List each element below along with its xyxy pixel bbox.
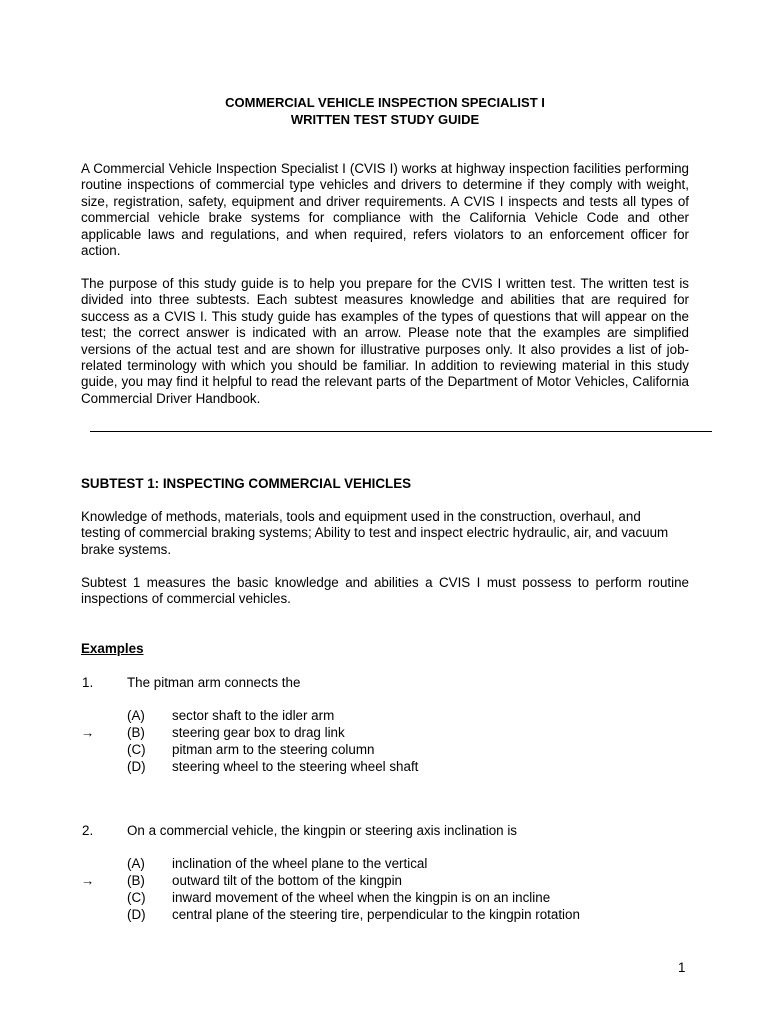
question-text: The pitman arm connects the: [127, 675, 301, 690]
examples-heading: Examples: [81, 641, 144, 656]
answer-option: [0, 906, 770, 923]
page-number: 1: [678, 960, 686, 975]
section-divider: [90, 431, 712, 432]
option-text: sector shaft to the idler arm: [172, 708, 335, 723]
option-letter: (B): [127, 725, 145, 740]
subtest1-description: Subtest 1 measures the basic knowledge and abilities a CVIS I must possess to perform routine inspections of commercial vehicles.: [81, 575, 689, 607]
answer-option: [0, 889, 770, 906]
purpose-paragraph: The purpose of this study guide is to help you prepare for the CVIS I written test. The written test is divided into three subtests. Each subtest measures knowledge and abilities that are required for success as a CVIS I. This study guide has examples of the types of questions that will appear on the test; the correct answer is indicated with an arrow. Please note that the examples are simplified versions of the actual test and are shown for illustrative purposes only. It also provides a list of job-related terminology with which you should be familiar. In addition to reviewing material in this study guide, you may find it helpful to read the relevant parts of the Department of Motor Vehicles, California Commercial Driver Handbook.: [81, 276, 689, 406]
question-text: On a commercial vehicle, the kingpin or steering axis inclination is: [127, 823, 517, 838]
option-letter: (C): [127, 742, 146, 757]
option-letter: (C): [127, 890, 146, 905]
answer-option: [0, 724, 770, 741]
intro-paragraph: A Commercial Vehicle Inspection Specialist I (CVIS I) works at highway inspection facilities performing routine inspections of commercial type vehicles and drivers to determine if they comply with weight, size, registration, safety, equipment and driver requirements. A CVIS I inspects and tests all types of commercial vehicle brake systems for compliance with the California Vehicle Code and other applicable laws and regulations, and when required, refers violators to an enforcement officer for action.: [81, 161, 689, 259]
document-title-line2: WRITTEN TEST STUDY GUIDE: [290, 112, 480, 127]
option-text: inward movement of the wheel when the kingpin is on an incline: [172, 890, 551, 905]
answer-option: [0, 872, 770, 889]
correct-answer-arrow-icon: →: [81, 873, 95, 888]
question-number: 1.: [82, 675, 94, 690]
document-title-line1: COMMERCIAL VEHICLE INSPECTION SPECIALIST I: [225, 95, 545, 110]
option-text: outward tilt of the bottom of the kingpin: [172, 873, 403, 888]
answer-option: [0, 741, 770, 758]
option-letter: (D): [127, 759, 146, 774]
answer-option: [0, 758, 770, 775]
option-text: inclination of the wheel plane to the vertical: [172, 856, 428, 871]
correct-answer-arrow-icon: →: [81, 725, 95, 740]
answer-option: [0, 707, 770, 724]
option-text: steering gear box to drag link: [172, 725, 345, 740]
option-letter: (A): [127, 856, 145, 871]
option-letter: (A): [127, 708, 145, 723]
subtest1-knowledge: Knowledge of methods, materials, tools and equipment used in the construction, overhaul, and testing of commercial braking systems; Ability to test and inspect electric hydraulic, air, and vacuum brake systems.: [81, 509, 669, 557]
option-text: steering wheel to the steering wheel shaft: [172, 759, 419, 774]
subtest1-heading: SUBTEST 1: INSPECTING COMMERCIAL VEHICLES: [81, 476, 412, 491]
option-text: pitman arm to the steering column: [172, 742, 375, 757]
question-number: 2.: [82, 823, 94, 838]
option-letter: (D): [127, 907, 146, 922]
answer-option: [0, 855, 770, 872]
option-letter: (B): [127, 873, 145, 888]
option-text: central plane of the steering tire, perpendicular to the kingpin rotation: [172, 907, 580, 922]
